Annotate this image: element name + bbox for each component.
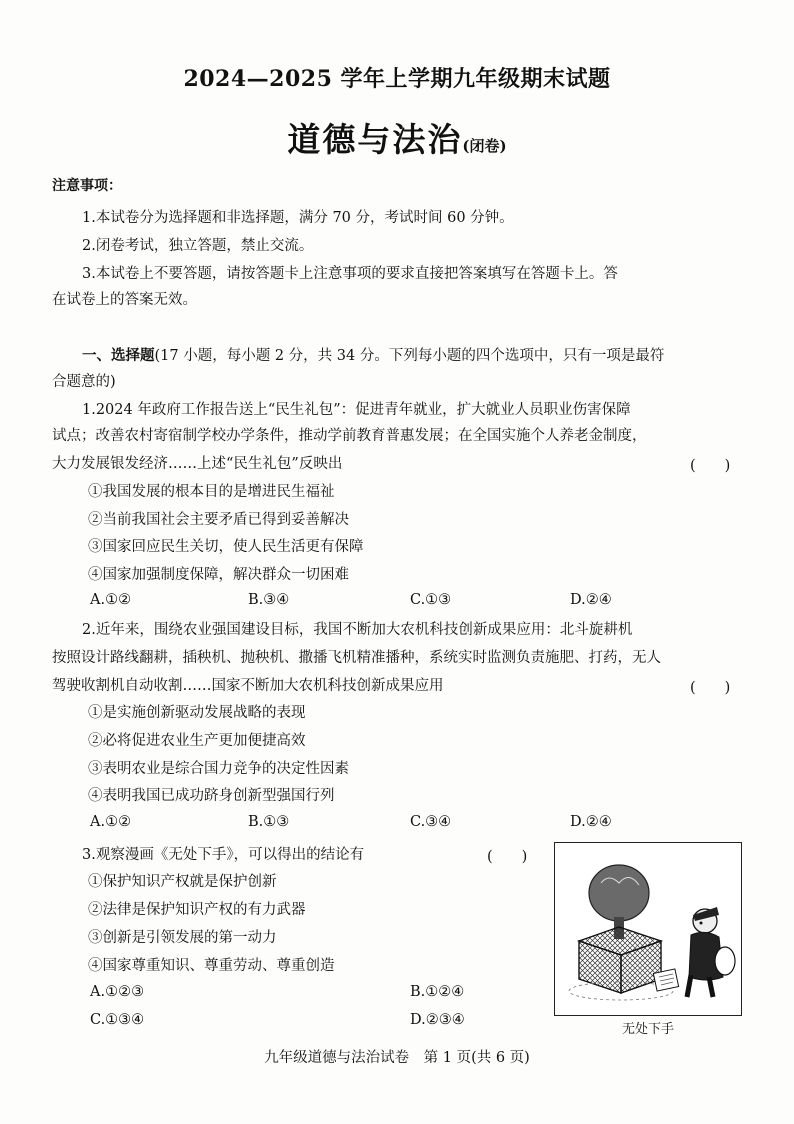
question-stem-line: 1.2024 年政府工作报告送上“民生礼包”：促进青年就业，扩大就业人员职业伤害保障: [82, 402, 631, 418]
cartoon-drawing: [555, 843, 741, 1015]
exam-title: 2024—2025 学年上学期九年级期末试题: [183, 66, 611, 92]
cartoon-image: [554, 842, 742, 1016]
note-item: 1.本试卷分为选择题和非选择题，满分 70 分，考试时间 60 分钟。: [82, 210, 514, 226]
section-desc: (17 小题，每小题 2 分，共 34 分。下列每小题的四个选项中，只有一项是最符: [154, 348, 665, 364]
option-b: B.③④: [248, 592, 290, 608]
cartoon-caption: 无处下手: [621, 1022, 674, 1037]
option-c: C.③④: [410, 814, 452, 830]
option-b: B.①②④: [410, 984, 465, 1000]
statement: ②当前我国社会主要矛盾已得到妥善解决: [88, 512, 349, 528]
subject-note: (闭卷): [462, 137, 507, 155]
statement: ①保护知识产权就是保护创新: [88, 874, 277, 890]
option-a: A.①②: [90, 814, 132, 830]
question-stem-line: 试点；改善农村寄宿制学校办学条件，推动学前教育普惠发展；在全国实施个人养老金制度，: [52, 428, 647, 444]
statement: ①是实施创新驱动发展战略的表现: [88, 705, 306, 721]
note-item: 3.本试卷上不要答题，请按答题卡上注意事项的要求直接把答案填写在答题卡上。答: [82, 266, 618, 282]
option-d: D.②④: [570, 592, 612, 608]
option-d: D.②④: [570, 814, 612, 830]
note-item: 2.闭卷考试，独立答题，禁止交流。: [82, 238, 314, 254]
section-heading: 一、选择题: [82, 347, 155, 364]
section-desc-cont: 合题意的): [52, 374, 116, 390]
answer-blank: ( ): [690, 680, 731, 696]
option-a: A.①②: [90, 592, 132, 608]
statement: ③创新是引领发展的第一动力: [88, 930, 277, 946]
question-stem-line: 驾驶收割机自动收割……国家不断加大农机科技创新成果应用: [52, 678, 444, 694]
page-footer: 九年级道德与法治试卷 第 1 页(共 6 页): [264, 1050, 530, 1066]
statement: ④国家加强制度保障，解决群众一切困难: [88, 567, 349, 583]
statement: ③国家回应民生关切，使人民生活更有保障: [88, 539, 364, 555]
statement: ②必将促进农业生产更加便捷高效: [88, 733, 306, 749]
answer-blank: ( ): [487, 849, 528, 865]
question-stem-line: 按照设计路线翻耕，插秧机、抛秧机、撒播飞机精准播种，系统实时监测负责施肥、打药，无人: [52, 650, 661, 666]
option-c: C.①③④: [90, 1012, 145, 1028]
subject-name: 道德与法治: [287, 120, 463, 159]
statement: ②法律是保护知识产权的有力武器: [88, 902, 306, 918]
note-item: 在试卷上的答案无效。: [52, 292, 197, 308]
option-c: C.①③: [410, 592, 452, 608]
notes-heading: 注意事项：: [52, 178, 122, 194]
question-stem-line: 2.近年来，围绕农业强国建设目标，我国不断加大农机科技创新成果应用：北斗旋耕机: [82, 622, 633, 638]
option-b: B.①③: [248, 814, 290, 830]
statement: ④表明我国已成功跻身创新型强国行列: [88, 788, 335, 804]
statement: ①我国发展的根本目的是增进民生福祉: [88, 484, 335, 500]
subject-title: [0, 114, 794, 161]
answer-blank: ( ): [690, 458, 731, 474]
statement: ④国家尊重知识、尊重劳动、尊重创造: [88, 958, 335, 974]
option-d: D.②③④: [410, 1012, 465, 1028]
statement: ③表明农业是综合国力竞争的决定性因素: [88, 761, 349, 777]
section-heading-line: [82, 346, 664, 366]
question-stem-line: 大力发展银发经济……上述“民生礼包”反映出: [52, 456, 343, 472]
tree-canopy: [589, 865, 649, 921]
option-a: A.①②③: [90, 984, 145, 1000]
question-stem-line: 3.观察漫画《无处下手》，可以得出的结论有: [82, 847, 365, 863]
